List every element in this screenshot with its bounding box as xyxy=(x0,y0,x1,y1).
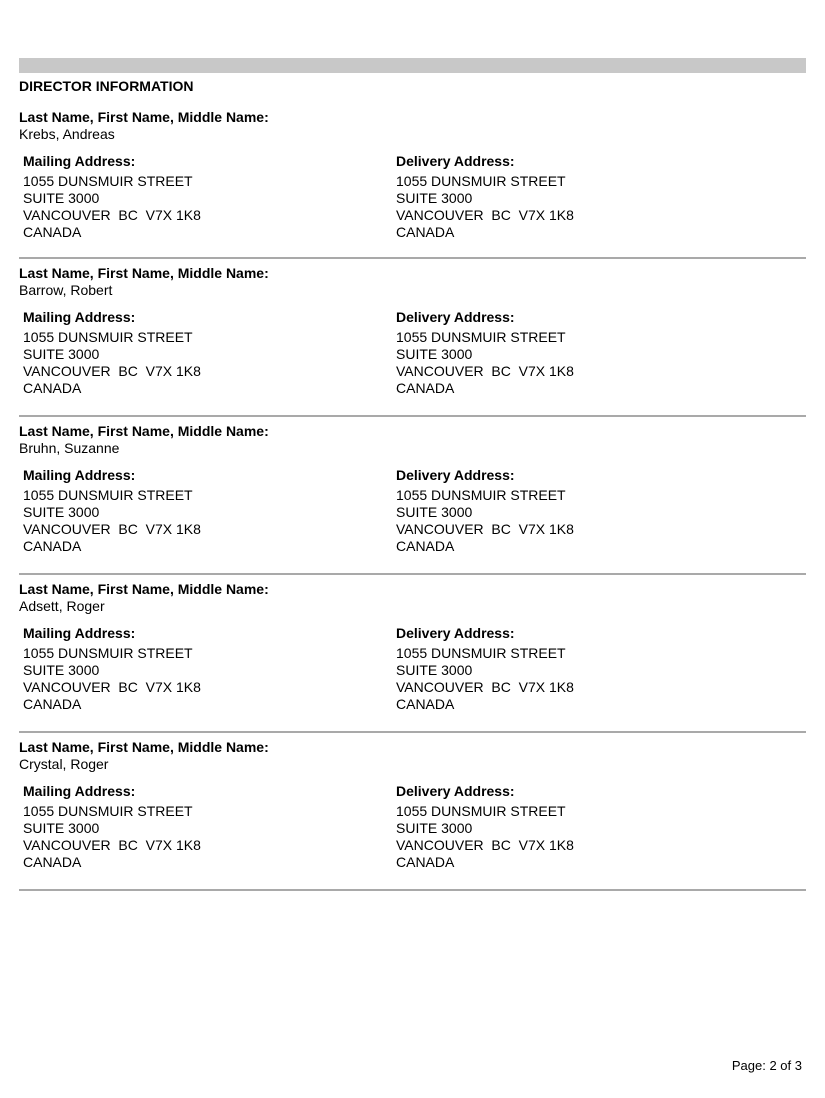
delivery-address-label: Delivery Address: xyxy=(396,467,515,483)
mailing-address-line: VANCOUVER BC V7X 1K8 xyxy=(23,679,201,695)
delivery-address xyxy=(396,467,769,555)
delivery-address-line: VANCOUVER BC V7X 1K8 xyxy=(396,207,574,223)
address-row xyxy=(19,153,806,241)
address-row xyxy=(19,467,806,555)
mailing-address-line: 1055 DUNSMUIR STREET xyxy=(23,487,193,503)
mailing-address-line: CANADA xyxy=(23,854,82,870)
director-name: Krebs, Andreas xyxy=(19,126,115,142)
director-list xyxy=(19,101,806,891)
mailing-address-line: VANCOUVER BC V7X 1K8 xyxy=(23,363,201,379)
director-entry xyxy=(19,259,806,417)
mailing-address-line: SUITE 3000 xyxy=(23,662,100,678)
director-entry xyxy=(19,101,806,259)
delivery-address-line: CANADA xyxy=(396,224,455,240)
mailing-address xyxy=(23,309,396,397)
delivery-address-label: Delivery Address: xyxy=(396,309,515,325)
mailing-address-line: VANCOUVER BC V7X 1K8 xyxy=(23,207,201,223)
mailing-address-line: 1055 DUNSMUIR STREET xyxy=(23,329,193,345)
delivery-address-line: SUITE 3000 xyxy=(396,504,473,520)
mailing-address xyxy=(23,153,396,241)
address-row xyxy=(19,309,806,397)
mailing-address xyxy=(23,625,396,713)
mailing-address-line: SUITE 3000 xyxy=(23,190,100,206)
delivery-address-label: Delivery Address: xyxy=(396,625,515,641)
mailing-address-line: 1055 DUNSMUIR STREET xyxy=(23,803,193,819)
mailing-address-label: Mailing Address: xyxy=(23,309,136,325)
delivery-address-line: 1055 DUNSMUIR STREET xyxy=(396,803,566,819)
delivery-address-line: CANADA xyxy=(396,696,455,712)
director-name-label: Last Name, First Name, Middle Name: xyxy=(19,423,269,439)
mailing-address-label: Mailing Address: xyxy=(23,625,136,641)
delivery-address xyxy=(396,783,769,871)
mailing-address-line: VANCOUVER BC V7X 1K8 xyxy=(23,521,201,537)
director-name-label: Last Name, First Name, Middle Name: xyxy=(19,739,269,755)
delivery-address xyxy=(396,153,769,241)
director-entry xyxy=(19,575,806,733)
director-entry xyxy=(19,733,806,891)
mailing-address-label: Mailing Address: xyxy=(23,783,136,799)
mailing-address-label: Mailing Address: xyxy=(23,153,136,169)
mailing-address-line: CANADA xyxy=(23,538,82,554)
director-name-label: Last Name, First Name, Middle Name: xyxy=(19,265,269,281)
delivery-address-line: SUITE 3000 xyxy=(396,190,473,206)
delivery-address-line: 1055 DUNSMUIR STREET xyxy=(396,487,566,503)
director-name: Bruhn, Suzanne xyxy=(19,440,120,456)
delivery-address-line: 1055 DUNSMUIR STREET xyxy=(396,329,566,345)
director-name: Crystal, Roger xyxy=(19,756,109,772)
mailing-address-line: 1055 DUNSMUIR STREET xyxy=(23,173,193,189)
mailing-address-line: CANADA xyxy=(23,380,82,396)
director-entry xyxy=(19,417,806,575)
mailing-address-line: CANADA xyxy=(23,696,82,712)
mailing-address xyxy=(23,783,396,871)
director-name: Adsett, Roger xyxy=(19,598,105,614)
delivery-address-line: VANCOUVER BC V7X 1K8 xyxy=(396,679,574,695)
delivery-address-line: CANADA xyxy=(396,538,455,554)
delivery-address-line: VANCOUVER BC V7X 1K8 xyxy=(396,521,574,537)
section-header-bar xyxy=(19,58,806,73)
delivery-address xyxy=(396,625,769,713)
delivery-address-line: 1055 DUNSMUIR STREET xyxy=(396,645,566,661)
delivery-address-line: SUITE 3000 xyxy=(396,820,473,836)
delivery-address-label: Delivery Address: xyxy=(396,783,515,799)
director-name-label: Last Name, First Name, Middle Name: xyxy=(19,581,269,597)
delivery-address-line: SUITE 3000 xyxy=(396,662,473,678)
address-row xyxy=(19,625,806,713)
delivery-address xyxy=(396,309,769,397)
delivery-address-line: 1055 DUNSMUIR STREET xyxy=(396,173,566,189)
mailing-address-line: SUITE 3000 xyxy=(23,820,100,836)
delivery-address-label: Delivery Address: xyxy=(396,153,515,169)
mailing-address-line: SUITE 3000 xyxy=(23,346,100,362)
director-name-label: Last Name, First Name, Middle Name: xyxy=(19,109,269,125)
mailing-address xyxy=(23,467,396,555)
mailing-address-line: 1055 DUNSMUIR STREET xyxy=(23,645,193,661)
director-name: Barrow, Robert xyxy=(19,282,113,298)
delivery-address-line: VANCOUVER BC V7X 1K8 xyxy=(396,363,574,379)
section-title: DIRECTOR INFORMATION xyxy=(19,78,194,94)
delivery-address-line: CANADA xyxy=(396,380,455,396)
mailing-address-line: CANADA xyxy=(23,224,82,240)
mailing-address-line: VANCOUVER BC V7X 1K8 xyxy=(23,837,201,853)
delivery-address-line: CANADA xyxy=(396,854,455,870)
address-row xyxy=(19,783,806,871)
mailing-address-label: Mailing Address: xyxy=(23,467,136,483)
document-page xyxy=(19,58,806,891)
mailing-address-line: SUITE 3000 xyxy=(23,504,100,520)
page-number: Page: 2 of 3 xyxy=(731,1058,802,1073)
delivery-address-line: VANCOUVER BC V7X 1K8 xyxy=(396,837,574,853)
delivery-address-line: SUITE 3000 xyxy=(396,346,473,362)
